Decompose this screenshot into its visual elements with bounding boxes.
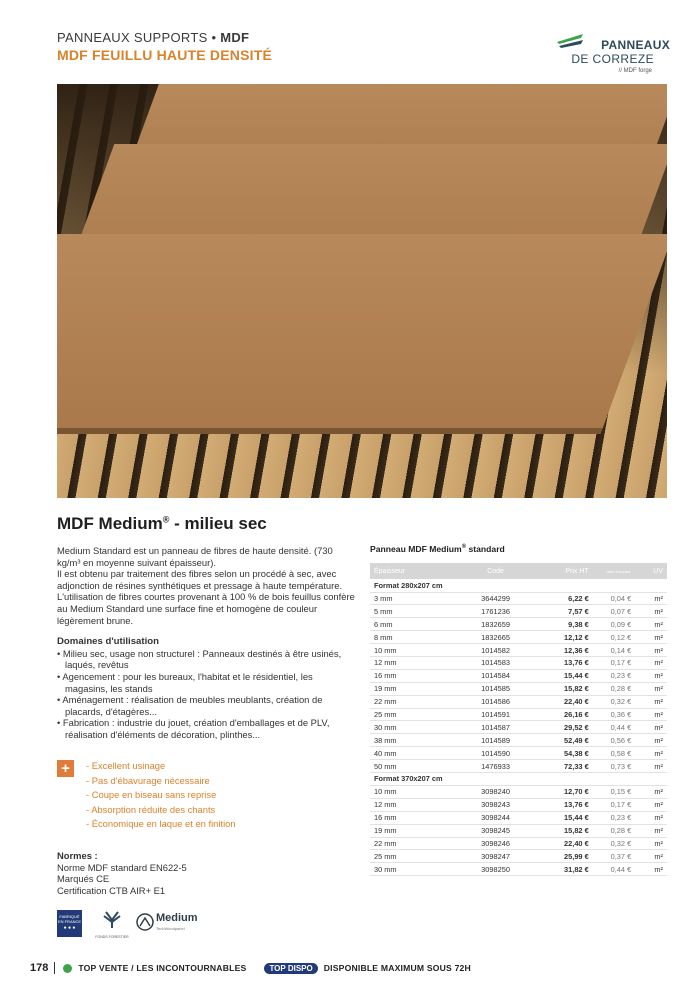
- cell-thickness: 16 mm: [370, 669, 455, 682]
- table-row: [370, 837, 667, 850]
- cell-uv: m²: [634, 863, 667, 876]
- normes-title: Normes :: [57, 850, 98, 861]
- cell-price: 13,76 €: [536, 656, 593, 669]
- cell-thickness: 30 mm: [370, 863, 455, 876]
- table-title-reg: ®: [461, 544, 467, 551]
- product-photo: [57, 84, 667, 498]
- group-label: Format 280x207 cm: [370, 579, 667, 592]
- table-row: [370, 811, 667, 824]
- cell-price: 25,99 €: [536, 850, 593, 863]
- table-row: [370, 656, 667, 669]
- product-title-suffix: - milieu sec: [169, 514, 267, 533]
- cell-uv: m²: [634, 785, 667, 798]
- table-row: [370, 747, 667, 760]
- cell-code: 3644299: [455, 592, 536, 605]
- cell-code: 1476933: [455, 760, 536, 773]
- cell-eco: 0,07 €: [593, 605, 634, 618]
- cell-code: 3098240: [455, 785, 536, 798]
- benefit-item: - Pas d'ébavurage nécessaire: [86, 774, 210, 786]
- cell-eco: 0,36 €: [593, 708, 634, 721]
- tree-icon: [92, 910, 132, 930]
- norme-item: Marqués CE: [57, 873, 110, 885]
- cell-eco: 0,23 €: [593, 669, 634, 682]
- top-vente-dot-icon: [63, 964, 72, 973]
- cell-code: 3098244: [455, 811, 536, 824]
- product-description: [57, 545, 355, 741]
- kicker-bold: MDF: [220, 30, 250, 45]
- cell-thickness: 22 mm: [370, 695, 455, 708]
- table-row: [370, 721, 667, 734]
- cell-price: 54,38 €: [536, 747, 593, 760]
- cell-uv: m²: [634, 811, 667, 824]
- cell-uv: m²: [634, 682, 667, 695]
- table-row: [370, 618, 667, 631]
- cell-price: 12,12 €: [536, 631, 593, 644]
- cell-eco: 0,23 €: [593, 811, 634, 824]
- header-price: Prix HT: [536, 563, 593, 579]
- cell-price: 9,38 €: [536, 618, 593, 631]
- cell-eco: 0,32 €: [593, 837, 634, 850]
- table-row: [370, 798, 667, 811]
- cell-uv: m²: [634, 837, 667, 850]
- cell-code: 3098250: [455, 863, 536, 876]
- forest-fund-badge: [92, 910, 132, 937]
- cell-uv: m²: [634, 592, 667, 605]
- cell-eco: 0,04 €: [593, 592, 634, 605]
- normes-block: [57, 850, 187, 896]
- cell-thickness: 19 mm: [370, 824, 455, 837]
- group-label: Format 370x207 cm: [370, 772, 667, 785]
- table-title-main: Panneau MDF Medium: [370, 544, 462, 554]
- top-dispo-badge: TOP DISPO: [264, 963, 317, 974]
- cell-thickness: 8 mm: [370, 631, 455, 644]
- cell-eco: 0,56 €: [593, 734, 634, 747]
- cell-eco: 0,15 €: [593, 785, 634, 798]
- cell-price: 26,16 €: [536, 708, 593, 721]
- cell-uv: m²: [634, 721, 667, 734]
- cell-uv: m²: [634, 850, 667, 863]
- cell-uv: m²: [634, 824, 667, 837]
- cell-eco: 0,28 €: [593, 824, 634, 837]
- cell-code: 3098247: [455, 850, 536, 863]
- cell-price: 6,22 €: [536, 592, 593, 605]
- description-paragraph: Medium Standard est un panneau de fibres de haute densité. (730 kg/m³ en moyenne suivant épaisseur).: [57, 545, 333, 568]
- photo-board-bottom: [57, 234, 667, 434]
- cell-price: 12,70 €: [536, 785, 593, 798]
- cell-code: 1014589: [455, 734, 536, 747]
- cell-price: 7,57 €: [536, 605, 593, 618]
- description-paragraph: Il est obtenu par traitement des fibres selon un procédé à sec, avec adjonction de résines synthétiques et pressage à haute température. L'utilisation de fibres courtes provenant à 100 % de bois feuillus confère au Medium Standard une surface fine et homogène de couleur légèrement brune.: [57, 568, 355, 626]
- cell-price: 13,76 €: [536, 798, 593, 811]
- cell-code: 3098243: [455, 798, 536, 811]
- cell-eco: 0,37 €: [593, 850, 634, 863]
- cell-uv: m²: [634, 669, 667, 682]
- cell-uv: m²: [634, 605, 667, 618]
- norme-item: Norme MDF standard EN622-5: [57, 861, 187, 873]
- cell-price: 22,40 €: [536, 695, 593, 708]
- norme-item: Certification CTB AIR+ E1: [57, 884, 166, 896]
- cell-price: 29,52 €: [536, 721, 593, 734]
- table-title-suffix: standard: [466, 544, 505, 554]
- header-thickness: Épaisseur: [370, 563, 455, 579]
- cell-eco: 0,73 €: [593, 760, 634, 773]
- cell-uv: m²: [634, 644, 667, 657]
- cell-code: 3098246: [455, 837, 536, 850]
- header-code: Code: [455, 563, 536, 579]
- cell-eco: 0,44 €: [593, 721, 634, 734]
- cell-price: 15,82 €: [536, 682, 593, 695]
- table-row: [370, 644, 667, 657]
- cell-uv: m²: [634, 631, 667, 644]
- cell-eco: 0,17 €: [593, 798, 634, 811]
- cell-thickness: 6 mm: [370, 618, 455, 631]
- forest-badge-text: FONDS FORESTIER: [95, 935, 129, 939]
- badge-fr-line1: FABRIQUÉ: [59, 914, 80, 919]
- table-row: [370, 850, 667, 863]
- cell-thickness: 25 mm: [370, 850, 455, 863]
- page-number: 178: [30, 962, 49, 974]
- cell-thickness: 40 mm: [370, 747, 455, 760]
- cell-code: 1014583: [455, 656, 536, 669]
- cell-code: 1014590: [455, 747, 536, 760]
- cell-thickness: 10 mm: [370, 785, 455, 798]
- cell-thickness: 22 mm: [370, 837, 455, 850]
- benefit-item: - Coupe en biseau sans reprise: [86, 789, 217, 801]
- top-dispo-label: DISPONIBLE MAXIMUM SOUS 72H: [323, 963, 471, 973]
- cell-price: 15,44 €: [536, 669, 593, 682]
- brand-line-1: PANNEAUX: [601, 38, 670, 52]
- table-row: [370, 605, 667, 618]
- header-uv: UV: [634, 563, 667, 579]
- kicker-prefix: PANNEAUX SUPPORTS •: [57, 30, 217, 45]
- cell-eco: 0,32 €: [593, 695, 634, 708]
- cell-price: 31,82 €: [536, 863, 593, 876]
- cell-uv: m²: [634, 708, 667, 721]
- cell-thickness: 30 mm: [370, 721, 455, 734]
- cell-uv: m²: [634, 760, 667, 773]
- page-footer: [30, 962, 471, 974]
- table-group-row: [370, 772, 667, 785]
- cell-thickness: 3 mm: [370, 592, 455, 605]
- cell-eco: 0,09 €: [593, 618, 634, 631]
- cell-uv: m²: [634, 798, 667, 811]
- domain-item: • Aménagement : réalisation de meubles meublants, création de placards, d'étagères...: [57, 694, 355, 717]
- plus-icon: +: [57, 760, 74, 777]
- cell-uv: m²: [634, 618, 667, 631]
- brand-logo: [555, 30, 670, 78]
- table-row: [370, 708, 667, 721]
- cell-eco: 0,58 €: [593, 747, 634, 760]
- badge-fr-line2: EN FRANCE: [57, 919, 82, 924]
- domain-item: • Fabrication : industrie du jouet, création d'emballages et de PLV, réalisation d'éléments de décoration, plinthes...: [57, 717, 355, 740]
- table-row: [370, 824, 667, 837]
- table-row: [370, 592, 667, 605]
- table-row: [370, 631, 667, 644]
- cell-eco: 0,17 €: [593, 656, 634, 669]
- table-row: [370, 669, 667, 682]
- cell-eco: 0,12 €: [593, 631, 634, 644]
- brand-line-3: // MDF forge: [618, 68, 652, 74]
- cell-uv: m²: [634, 695, 667, 708]
- medium-badge: [136, 910, 221, 937]
- cell-code: 1014587: [455, 721, 536, 734]
- domain-item: • Agencement : pour les bureaux, l'habitat et le résidentiel, les magasins, les stands: [57, 671, 355, 694]
- product-title-reg: ®: [162, 514, 170, 525]
- cell-code: 1014582: [455, 644, 536, 657]
- cell-thickness: 5 mm: [370, 605, 455, 618]
- cell-thickness: 12 mm: [370, 798, 455, 811]
- cell-thickness: 10 mm: [370, 644, 455, 657]
- page-header: [57, 30, 272, 63]
- footer-divider: [54, 962, 55, 974]
- domain-item: • Milieu sec, usage non structurel : Panneaux destinés à être usinés, laqués, revêtus: [57, 648, 355, 671]
- table-row: [370, 734, 667, 747]
- cell-price: 15,82 €: [536, 824, 593, 837]
- made-in-france-badge: [57, 910, 82, 937]
- table-body: [370, 579, 667, 876]
- cell-eco: 0,14 €: [593, 644, 634, 657]
- benefit-item: - Excellent usinage: [86, 760, 166, 771]
- table-title: [370, 544, 505, 554]
- cell-price: 15,44 €: [536, 811, 593, 824]
- cell-thickness: 19 mm: [370, 682, 455, 695]
- certification-badges: [57, 908, 217, 938]
- medium-badge-text: Medium: [156, 912, 198, 924]
- table-header-row: [370, 563, 667, 579]
- benefits-list: [86, 759, 236, 832]
- cell-thickness: 16 mm: [370, 811, 455, 824]
- domains-title: Domaines d'utilisation: [57, 636, 159, 648]
- table-row: [370, 682, 667, 695]
- brand-line-2: DE CORREZE: [571, 52, 654, 66]
- cell-code: 1014586: [455, 695, 536, 708]
- table-row: [370, 863, 667, 876]
- cell-thickness: 50 mm: [370, 760, 455, 773]
- category-kicker: [57, 30, 272, 45]
- table-row: [370, 760, 667, 773]
- cell-eco: 0,28 €: [593, 682, 634, 695]
- benefit-item: - Absorption réduite des chants: [86, 803, 216, 815]
- benefit-item: - Économique en laque et en finition: [86, 818, 236, 830]
- cell-code: 1014585: [455, 682, 536, 695]
- cell-code: 1761236: [455, 605, 536, 618]
- cell-thickness: 12 mm: [370, 656, 455, 669]
- cell-uv: m²: [634, 656, 667, 669]
- cell-price: 12,36 €: [536, 644, 593, 657]
- medium-badge-sub: TechWoodpanel: [156, 926, 185, 931]
- header-eco: dont éco-part.: [593, 563, 634, 579]
- product-title-main: MDF Medium: [57, 514, 163, 533]
- cell-code: 1832659: [455, 618, 536, 631]
- brand-mark-icon: [555, 32, 585, 52]
- cell-code: 1832665: [455, 631, 536, 644]
- cell-price: 72,33 €: [536, 760, 593, 773]
- cell-price: 22,40 €: [536, 837, 593, 850]
- badge-fr-dots: ● ● ●: [63, 925, 76, 931]
- table-group-row: [370, 579, 667, 592]
- cell-uv: m²: [634, 747, 667, 760]
- cell-thickness: 25 mm: [370, 708, 455, 721]
- table-row: [370, 785, 667, 798]
- cell-uv: m²: [634, 734, 667, 747]
- cell-price: 52,49 €: [536, 734, 593, 747]
- cell-code: 3098245: [455, 824, 536, 837]
- product-title: [57, 514, 267, 534]
- page-headline: MDF FEUILLU HAUTE DENSITÉ: [57, 47, 272, 63]
- price-table: [370, 563, 667, 876]
- table-row: [370, 695, 667, 708]
- top-vente-label: TOP VENTE / LES INCONTOURNABLES: [78, 963, 247, 973]
- cell-thickness: 38 mm: [370, 734, 455, 747]
- cell-code: 1014591: [455, 708, 536, 721]
- domains-list: [57, 648, 355, 741]
- medium-logo-icon: [136, 913, 154, 931]
- cell-code: 1014584: [455, 669, 536, 682]
- cell-eco: 0,44 €: [593, 863, 634, 876]
